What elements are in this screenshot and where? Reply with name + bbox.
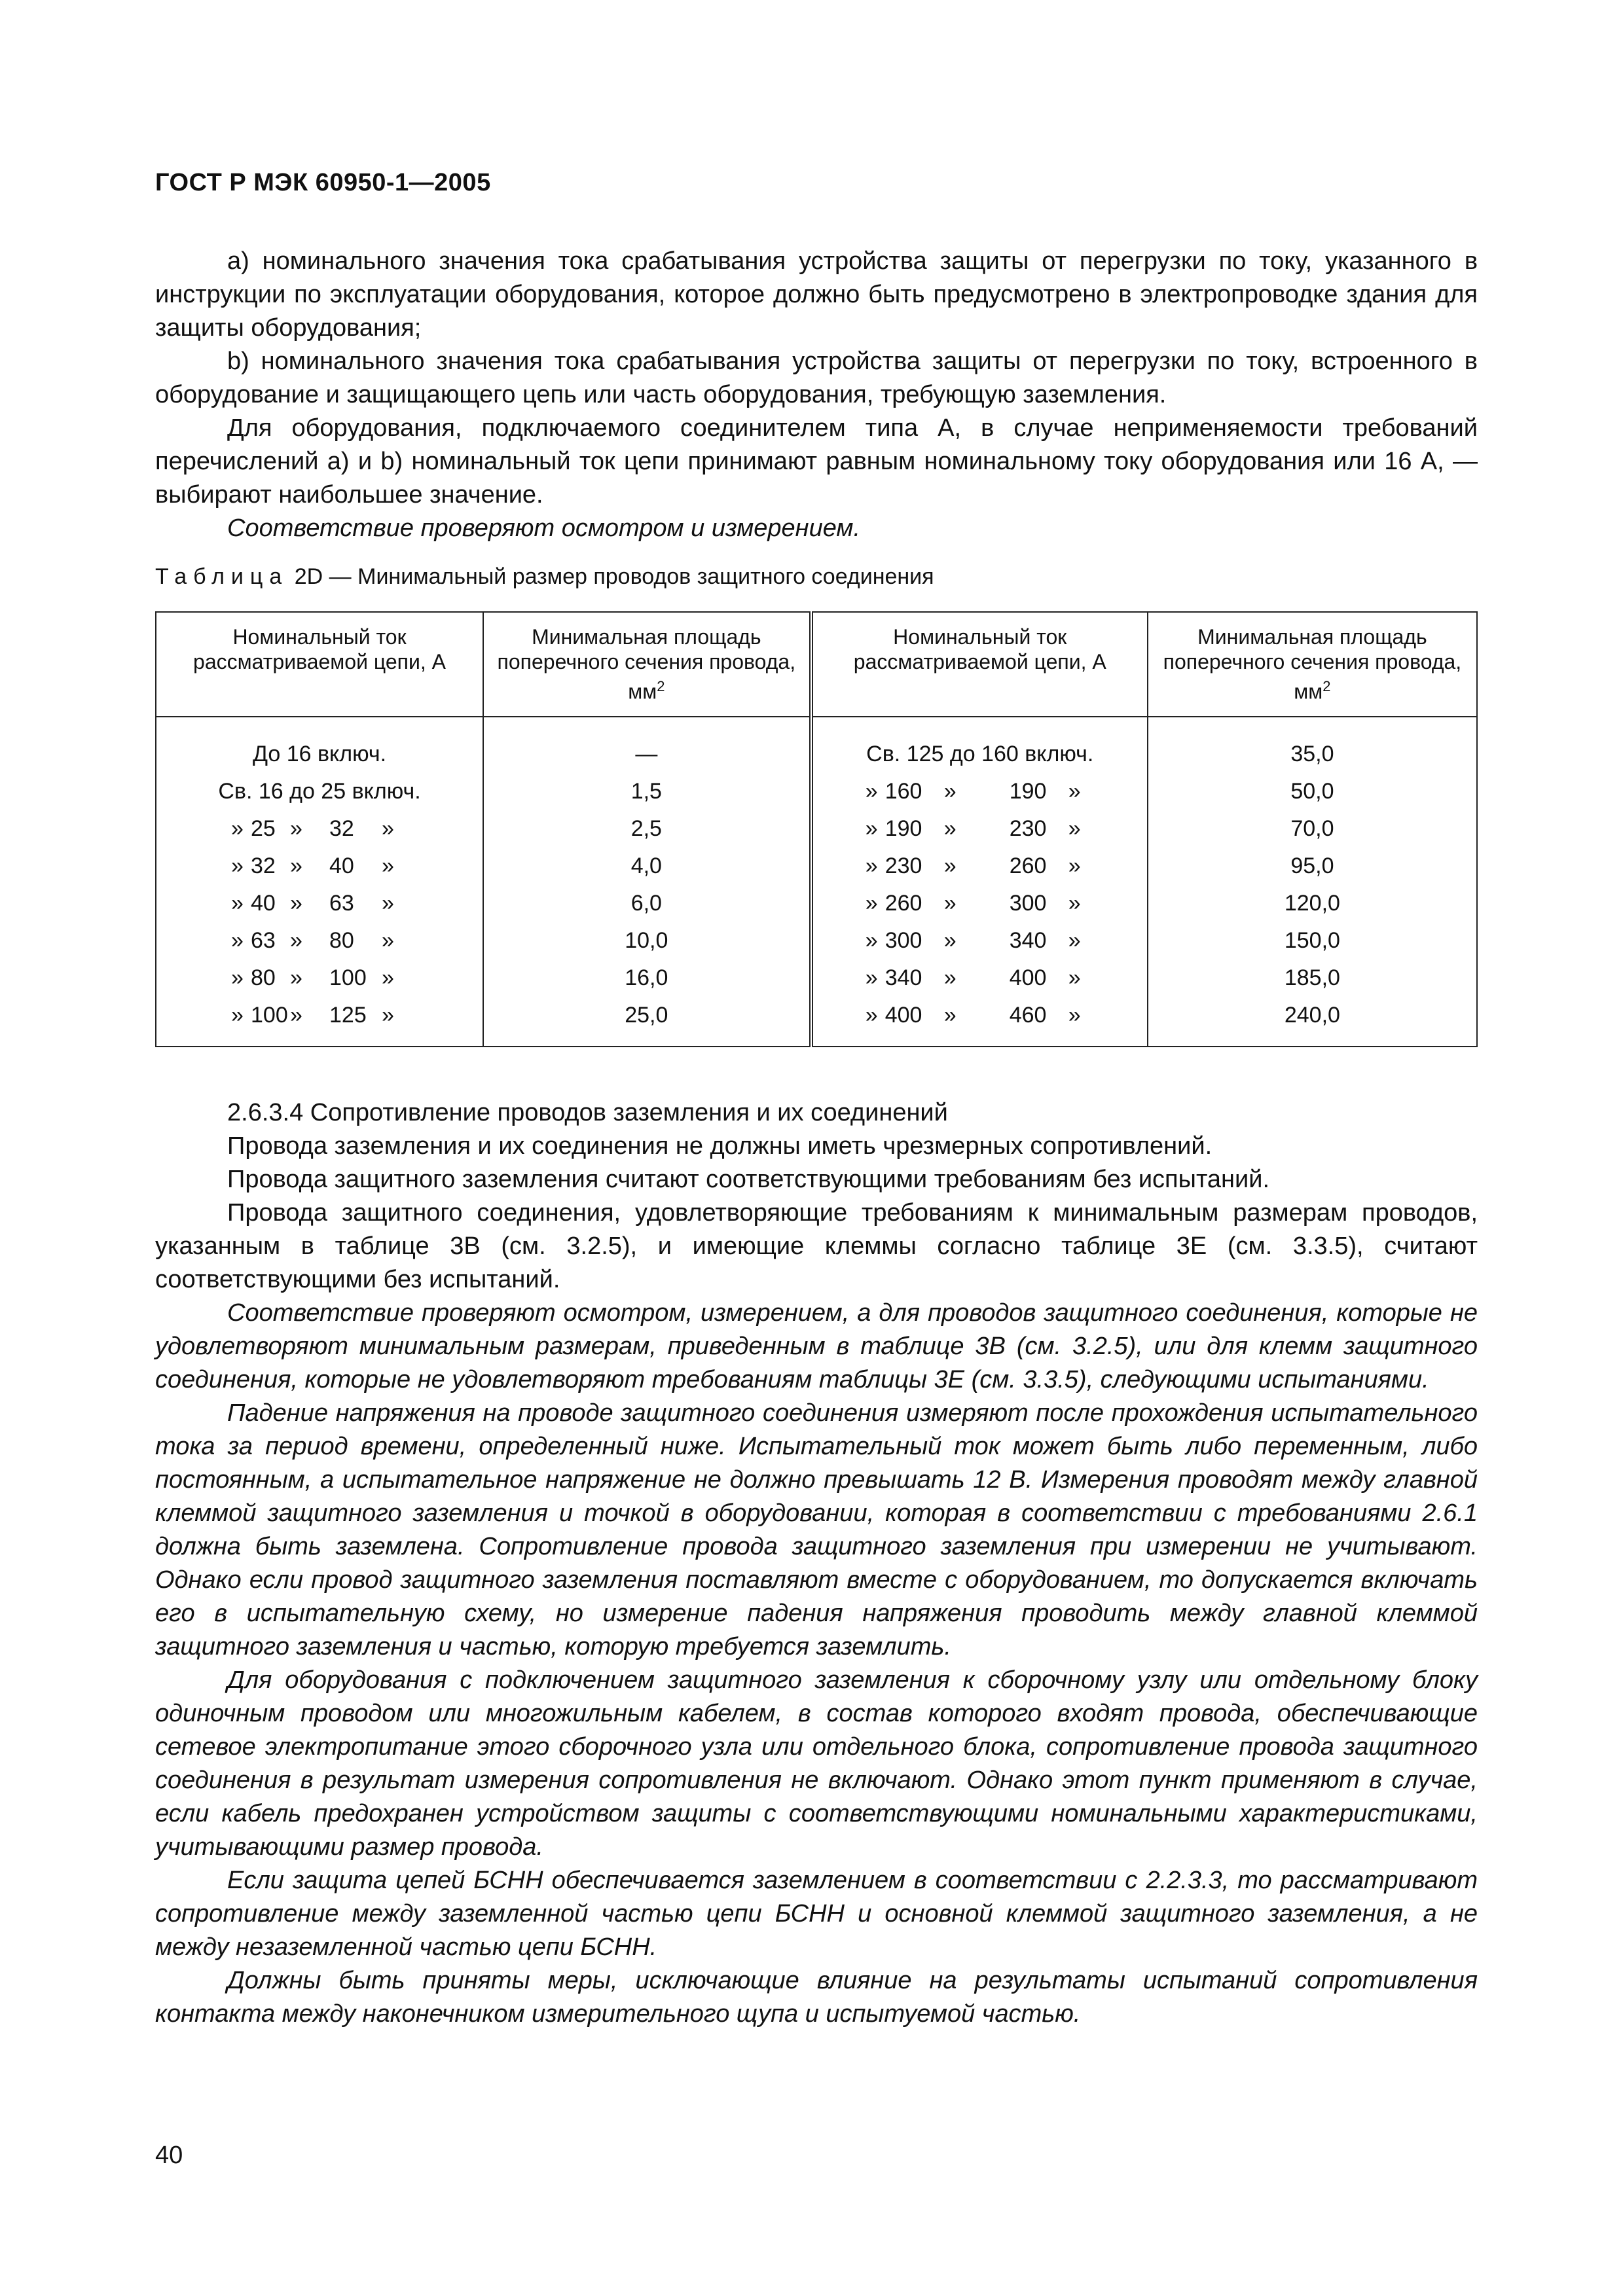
range-part: 260	[1009, 853, 1047, 878]
range-part: »	[1068, 928, 1081, 953]
cell-current-right	[811, 773, 1148, 810]
range-part: »	[865, 928, 878, 953]
paragraph: Падение напряжения на проводе защитного соединения измеряют после прохождения испытательного тока за период времени, определенный ниже. Испытательный ток может быть либо переменным, либо постоянным, а испытательное напряжение не должно превышать 12 В. Измерения проводят между главной клеммой защитного заземления и точкой в оборудовании, которая в соответствии с требованиями 2.6.1 должна быть заземлена. Сопротивление провода защитного заземления при измерении не учитывают. Однако если провод защитного заземления поставляют вместе с оборудованием, то допускается включать его в испытательную схему, но измерение падения напряжения проводить между главной клеммой защитного заземления и частью, которую требуется заземлить.	[155, 1399, 1478, 1660]
range-part: »	[231, 891, 244, 916]
paragraph: 2.6.3.4 Сопротивление проводов заземления и их соединений	[227, 1099, 948, 1126]
range-part: »	[382, 853, 394, 878]
range-part: »	[382, 928, 394, 953]
range-part: »	[382, 965, 394, 990]
cell-area-left: 25,0	[483, 997, 811, 1047]
cell-current-right	[811, 997, 1148, 1047]
header-rated-current-right: Номинальный ток рассматриваемой цепи, А	[811, 612, 1148, 717]
table-caption-title: 2D — Минимальный размер проводов защитного соединения	[294, 564, 934, 589]
cell-area-right: 50,0	[1148, 773, 1477, 810]
cell-current-right: Св. 125 до 160 включ.	[811, 717, 1148, 773]
cell-area-right: 95,0	[1148, 848, 1477, 885]
cell-area-left: 6,0	[483, 885, 811, 922]
cell-area-left: —	[483, 717, 811, 773]
range-part: 100	[251, 1003, 288, 1028]
paragraph: Если защита цепей БСНН обеспечивается заземлением в соответствии с 2.2.3.3, то рассматривают сопротивление между заземленной частью цепи БСНН и основной клеммой защитного заземления, а не между незаземленной частью цепи БСНН.	[155, 1867, 1478, 1961]
range-part: »	[290, 891, 302, 916]
range-part: 25	[251, 816, 276, 841]
range-part: »	[865, 816, 878, 841]
range-part: 230	[884, 853, 922, 878]
range-part: »	[943, 1003, 957, 1028]
range-part: »	[865, 853, 878, 878]
paragraph: Соответствие проверяют осмотром, измерением, а для проводов защитного соединения, которые не удовлетворяют минимальным размерам, приведенным в таблице 3В (см. 3.2.5), или для клемм защитного соединения, которые не удовлетворяют требованиям таблицы 3Е (см. 3.3.5), следующими испытаниями.	[155, 1299, 1478, 1393]
paragraph: Для оборудования с подключением защитного заземления к сборочному узлу или отдельному блоку одиночным проводом или многожильным кабелем, в состав которого входят провода, обеспечивающие сетевое электропитание этого сборочного узла или отдельного блока, сопротивление провода защитного соединения в результат измерения сопротивления не включают. Однако этот пункт применяют в случае, если кабель предохранен устройством защиты с соответствующими номинальными характеристиками, учитывающими размер провода.	[155, 1666, 1478, 1861]
range-part: »	[865, 1003, 878, 1028]
table-row	[156, 717, 1477, 773]
range-part: »	[865, 779, 878, 804]
range-part: 63	[329, 891, 354, 916]
cell-area-left: 10,0	[483, 922, 811, 960]
range-part: 125	[329, 1003, 367, 1028]
range-part: 40	[251, 891, 276, 916]
table-row	[156, 885, 1477, 922]
cell-area-right: 70,0	[1148, 810, 1477, 848]
cell-area-right: 185,0	[1148, 960, 1477, 997]
paragraph: Провода защитного заземления считают соответствующими требованиям без испытаний.	[227, 1166, 1270, 1193]
range-part: »	[231, 928, 244, 953]
range-part: 340	[1009, 928, 1047, 953]
range-part: »	[943, 779, 957, 804]
table-caption	[155, 564, 934, 590]
range-part: 230	[1009, 816, 1047, 841]
cell-area-right: 150,0	[1148, 922, 1477, 960]
table-row	[156, 997, 1477, 1047]
range-part: »	[865, 965, 878, 990]
range-part: »	[1068, 1003, 1081, 1028]
range-part: 100	[329, 965, 367, 990]
cell-area-left: 16,0	[483, 960, 811, 997]
range-part: 400	[1009, 965, 1047, 990]
cell-current-left	[156, 960, 483, 997]
text-block-top	[155, 245, 1478, 545]
cell-area-right: 35,0	[1148, 717, 1477, 773]
paragraph: a) номинального значения тока срабатывания устройства защиты от перегрузки по току, указанного в инструкции по эксплуатации оборудования, которое должно быть предусмотрено в электропроводке здания для защиты оборудования;	[155, 247, 1478, 342]
range-part: »	[943, 816, 957, 841]
range-part: »	[382, 1003, 394, 1028]
paragraph: Провода защитного соединения, удовлетворяющие требованиям к минимальным размерам проводов, указанным в таблице 3В (см. 3.2.5), и имеющие клеммы согласно таблице 3Е (см. 3.3.5), считают соответствующими без испытаний.	[155, 1199, 1478, 1293]
range-part: »	[231, 1003, 244, 1028]
text-block-bottom	[155, 1096, 1478, 2031]
page-number: 40	[155, 2142, 183, 2169]
range-part: »	[231, 965, 244, 990]
cell-current-left	[156, 848, 483, 885]
paragraph: b) номинального значения тока срабатывания устройства защиты от перегрузки по току, встроенного в оборудование и защищающего цепь или часть оборудования, требующую заземления.	[155, 348, 1478, 408]
range-part: »	[1068, 816, 1081, 841]
range-part: »	[865, 891, 878, 916]
document-header: ГОСТ Р МЭК 60950-1—2005	[155, 169, 491, 196]
range-part: »	[943, 965, 957, 990]
range-part: »	[231, 816, 244, 841]
range-part: »	[1068, 853, 1081, 878]
cell-current-right	[811, 960, 1148, 997]
range-part: 80	[329, 928, 354, 953]
range-part: 300	[1009, 891, 1047, 916]
range-part: »	[382, 816, 394, 841]
header-min-area-left: Минимальная площадь поперечного сечения провода, $мм^2$	[483, 612, 811, 717]
paragraph: Провода заземления и их соединения не должны иметь чрезмерных сопротивлений.	[227, 1132, 1213, 1160]
cell-current-left	[156, 810, 483, 848]
range-part: 80	[251, 965, 276, 990]
cell-current-left: До 16 включ.	[156, 717, 483, 773]
range-part: 190	[1009, 779, 1047, 804]
cell-area-left: 2,5	[483, 810, 811, 848]
range-part: »	[290, 816, 302, 841]
range-part: »	[290, 853, 302, 878]
range-part: 300	[884, 928, 922, 953]
cell-current-left	[156, 885, 483, 922]
range-part: 190	[884, 816, 922, 841]
table-2d	[155, 611, 1478, 1047]
range-part: »	[943, 891, 957, 916]
table-row	[156, 848, 1477, 885]
range-part: »	[1068, 891, 1081, 916]
range-part: »	[231, 853, 244, 878]
range-part: »	[382, 891, 394, 916]
range-part: »	[290, 965, 302, 990]
paragraph: Соответствие проверяют осмотром и измерением.	[227, 514, 861, 542]
cell-current-right	[811, 810, 1148, 848]
range-part: 460	[1009, 1003, 1047, 1028]
range-part: 32	[329, 816, 354, 841]
cell-current-left	[156, 922, 483, 960]
range-part: »	[943, 853, 957, 878]
table-row	[156, 773, 1477, 810]
range-part: 32	[251, 853, 276, 878]
paragraph: Должны быть приняты меры, исключающие влияние на результаты испытаний сопротивления контакта между наконечником измерительного щупа и испытуемой частью.	[155, 1967, 1478, 2028]
range-part: 40	[329, 853, 354, 878]
table-row	[156, 810, 1477, 848]
range-part: »	[290, 928, 302, 953]
table-row	[156, 960, 1477, 997]
range-part: 260	[884, 891, 922, 916]
cell-current-right	[811, 848, 1148, 885]
cell-area-right: 120,0	[1148, 885, 1477, 922]
header-rated-current-left: Номинальный ток рассматриваемой цепи, А	[156, 612, 483, 717]
paragraph: Для оборудования, подключаемого соединителем типа А, в случае неприменяемости требований перечислений a) и b) номинальный ток цепи принимают равным номинальному току оборудования или 16 А, — выбирают наибольшее значение.	[155, 414, 1478, 509]
range-part: »	[1068, 779, 1081, 804]
header-min-area-right: Минимальная площадь поперечного сечения провода, $мм^2$	[1148, 612, 1477, 717]
cell-current-right	[811, 885, 1148, 922]
cell-area-right: 240,0	[1148, 997, 1477, 1047]
range-part: 400	[884, 1003, 922, 1028]
table-caption-prefix: Таблица	[155, 564, 289, 589]
table-row	[156, 922, 1477, 960]
range-part: 340	[884, 965, 922, 990]
cell-area-left: 1,5	[483, 773, 811, 810]
range-part: 160	[884, 779, 922, 804]
range-part: »	[290, 1003, 302, 1028]
range-part: »	[1068, 965, 1081, 990]
range-part: 63	[251, 928, 276, 953]
cell-current-left: Св. 16 до 25 включ.	[156, 773, 483, 810]
cell-current-left	[156, 997, 483, 1047]
cell-current-right	[811, 922, 1148, 960]
range-part: »	[943, 928, 957, 953]
cell-area-left: 4,0	[483, 848, 811, 885]
